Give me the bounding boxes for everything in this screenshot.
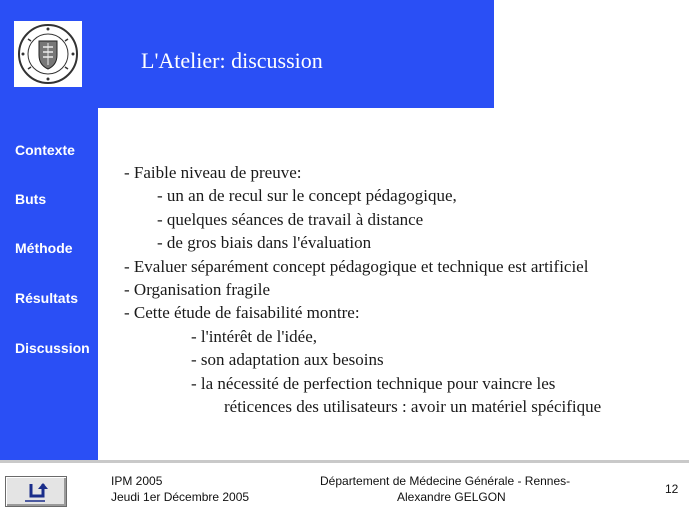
bullet-line: - Faible niveau de preuve:: [124, 163, 302, 182]
faculty-logo: [14, 21, 82, 87]
bullet-line: réticences des utilisateurs : avoir un matériel spécifique: [224, 397, 602, 417]
page-number: 12: [665, 482, 679, 496]
bullet-line: - de gros biais dans l'évaluation: [157, 233, 372, 253]
sidebar-item-buts[interactable]: Buts: [15, 191, 47, 207]
bullet-line: - Evaluer séparément concept pédagogique et technique est artificiel: [124, 256, 589, 276]
faculty-seal-icon: [14, 21, 82, 87]
bullet-line: - un an de recul sur le concept pédagogique,: [157, 186, 457, 206]
bullet-line: - Organisation fragile: [124, 280, 271, 300]
return-arrow-icon: [23, 481, 49, 503]
footer-event: IPM 2005: [111, 474, 163, 488]
bullet-line: - Cette étude de faisabilité montre:: [124, 303, 360, 323]
footer-author: Alexandre GELGON: [397, 490, 506, 504]
sidebar-item-contexte[interactable]: Contexte: [15, 142, 75, 158]
bullet-line: - la nécessité de perfection technique pour vaincre les: [191, 373, 556, 393]
bullet-line: - son adaptation aux besoins: [191, 350, 384, 370]
footer-divider: [0, 460, 689, 463]
bullet-line: - l'intérêt de l'idée,: [191, 326, 318, 346]
slide-body: [124, 161, 601, 418]
sidebar-item-resultats[interactable]: Résultats: [15, 290, 79, 306]
sidebar-item-discussion[interactable]: Discussion: [15, 340, 90, 356]
home-button[interactable]: [5, 476, 67, 507]
bullet-line: - quelques séances de travail à distance: [157, 209, 424, 229]
footer-date: Jeudi 1er Décembre 2005: [111, 490, 250, 504]
slide-title: L'Atelier: discussion: [141, 48, 323, 73]
footer-department: Département de Médecine Générale - Rennes-: [320, 474, 571, 488]
sidebar-item-methode[interactable]: Méthode: [15, 240, 73, 256]
